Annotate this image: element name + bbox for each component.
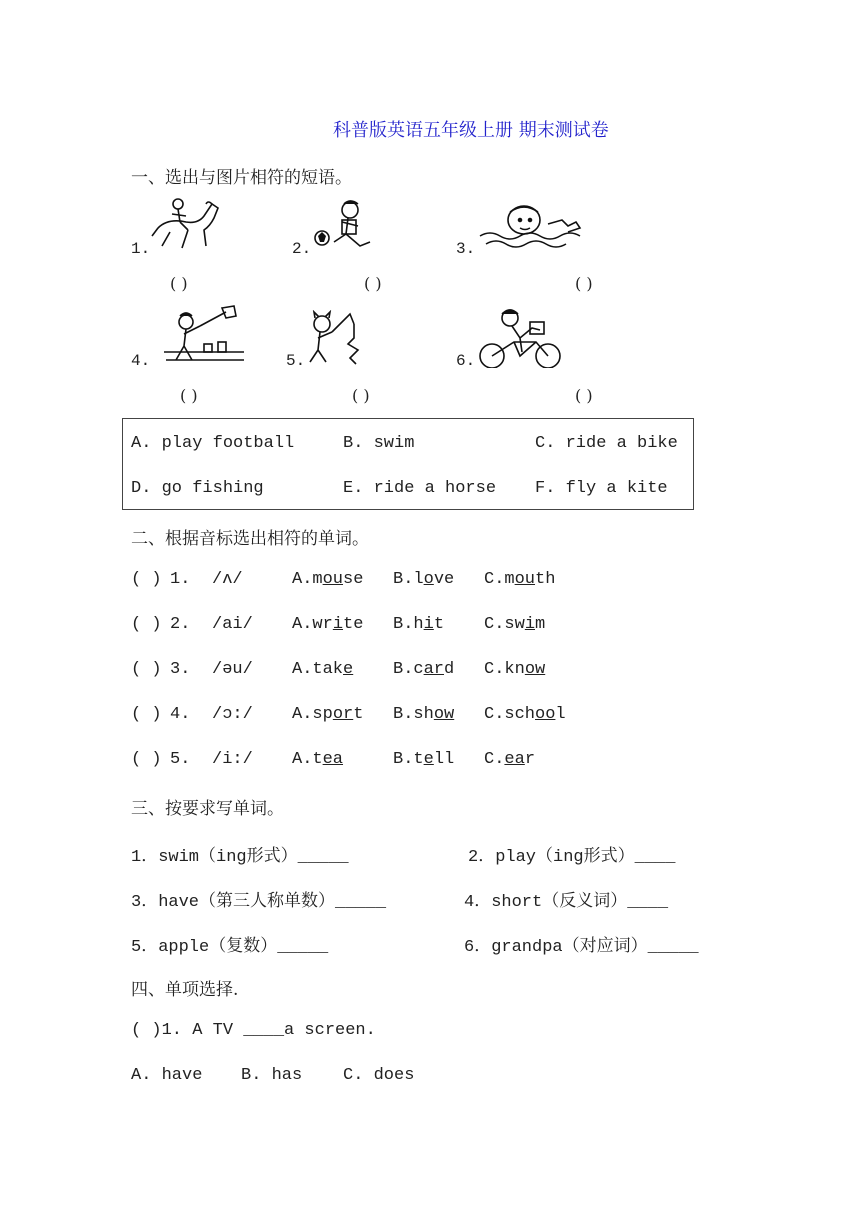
s2-row1-ipa: /ʌ/ bbox=[212, 570, 243, 589]
s4-option-b[interactable]: B. has bbox=[241, 1066, 303, 1085]
item2-answer-paren[interactable]: ( ) bbox=[364, 274, 382, 293]
s3-item-6[interactable]: 6．grandpa（对应词）_____ bbox=[464, 938, 699, 957]
s2-row1-number: 1. bbox=[170, 570, 191, 589]
section1-heading: 一、选出与图片相符的短语。 bbox=[131, 168, 352, 188]
s2-row4-option-c[interactable]: C.school bbox=[484, 705, 566, 724]
s2-row4-ipa: /ɔ:/ bbox=[212, 705, 253, 724]
s2-row5-answer-paren[interactable]: ( ) bbox=[131, 750, 162, 769]
s2-row2-option-c[interactable]: C.swim bbox=[484, 615, 546, 634]
s2-row2-answer-paren[interactable]: ( ) bbox=[131, 615, 162, 634]
section4-heading: 四、单项选择. bbox=[131, 980, 239, 1000]
bike-rider-icon bbox=[474, 306, 566, 368]
item6-number: 6. bbox=[456, 352, 476, 370]
item1-number: 1. bbox=[131, 240, 151, 258]
option-c: C. ride a bike bbox=[535, 434, 678, 453]
section3-heading: 三、按要求写单词。 bbox=[131, 799, 284, 819]
s2-row5-option-c[interactable]: C.ear bbox=[484, 750, 536, 769]
s2-row3-option-c[interactable]: C.know bbox=[484, 660, 546, 679]
item5-number: 5. bbox=[286, 352, 306, 370]
s2-row2-number: 2. bbox=[170, 615, 191, 634]
page-title: 科普版英语五年级上册 期末测试卷 bbox=[333, 120, 609, 141]
s2-row5-number: 5. bbox=[170, 750, 191, 769]
option-e: E. ride a horse bbox=[343, 479, 497, 498]
s4-option-a[interactable]: A. have bbox=[131, 1066, 203, 1085]
football-player-icon bbox=[312, 198, 378, 254]
fishing-cat-icon bbox=[302, 310, 368, 368]
item2-number: 2. bbox=[292, 240, 312, 258]
s2-row2-ipa: /ai/ bbox=[212, 615, 253, 634]
s3-item-5[interactable]: 5．apple（复数）_____ bbox=[131, 938, 329, 957]
s2-row1-answer-paren[interactable]: ( ) bbox=[131, 570, 162, 589]
option-a: A. play football bbox=[131, 434, 295, 453]
s3-item-1[interactable]: 1．swim（ing形式）_____ bbox=[131, 848, 349, 867]
item4-number: 4. bbox=[131, 352, 151, 370]
s2-row4-number: 4. bbox=[170, 705, 191, 724]
s2-row3-answer-paren[interactable]: ( ) bbox=[131, 660, 162, 679]
item1-answer-paren[interactable]: ( ) bbox=[170, 274, 188, 293]
option-d: D. go fishing bbox=[131, 479, 264, 498]
s2-row5-option-a[interactable]: A.tea bbox=[292, 750, 344, 769]
s2-row5-ipa: /i:/ bbox=[212, 750, 253, 769]
s2-row1-option-a[interactable]: A.mouse bbox=[292, 570, 364, 589]
s2-row3-number: 3. bbox=[170, 660, 191, 679]
s2-row4-answer-paren[interactable]: ( ) bbox=[131, 705, 162, 724]
item5-answer-paren[interactable]: ( ) bbox=[352, 386, 370, 405]
s2-row3-option-a[interactable]: A.take bbox=[292, 660, 354, 679]
s4-option-c[interactable]: C. does bbox=[343, 1066, 415, 1085]
s3-item-4[interactable]: 4．short（反义词）____ bbox=[464, 893, 669, 912]
s4-question-1: ( )1. A TV ____a screen. bbox=[131, 1021, 376, 1040]
item6-answer-paren[interactable]: ( ) bbox=[575, 386, 593, 405]
s2-row2-option-b[interactable]: B.hit bbox=[393, 615, 445, 634]
swimmer-icon bbox=[476, 198, 588, 252]
item3-number: 3. bbox=[456, 240, 476, 258]
section2-heading: 二、根据音标选出相符的单词。 bbox=[131, 529, 369, 549]
option-f: F. fly a kite bbox=[535, 479, 668, 498]
item4-answer-paren[interactable]: ( ) bbox=[180, 386, 198, 405]
item3-answer-paren[interactable]: ( ) bbox=[575, 274, 593, 293]
kite-flyer-icon bbox=[160, 304, 246, 366]
s2-row5-option-b[interactable]: B.tell bbox=[393, 750, 455, 769]
option-b: B. swim bbox=[343, 434, 415, 453]
s3-item-3[interactable]: 3．have（第三人称单数）_____ bbox=[131, 893, 387, 912]
s2-row2-option-a[interactable]: A.write bbox=[292, 615, 364, 634]
s2-row4-option-a[interactable]: A.sport bbox=[292, 705, 364, 724]
s2-row4-option-b[interactable]: B.show bbox=[393, 705, 455, 724]
s2-row3-ipa: /əu/ bbox=[212, 660, 253, 679]
horse-rider-icon bbox=[148, 196, 226, 254]
s2-row3-option-b[interactable]: B.card bbox=[393, 660, 455, 679]
s3-item-2[interactable]: 2．play（ing形式）____ bbox=[468, 848, 676, 867]
s2-row1-option-b[interactable]: B.love bbox=[393, 570, 455, 589]
s2-row1-option-c[interactable]: C.mouth bbox=[484, 570, 556, 589]
